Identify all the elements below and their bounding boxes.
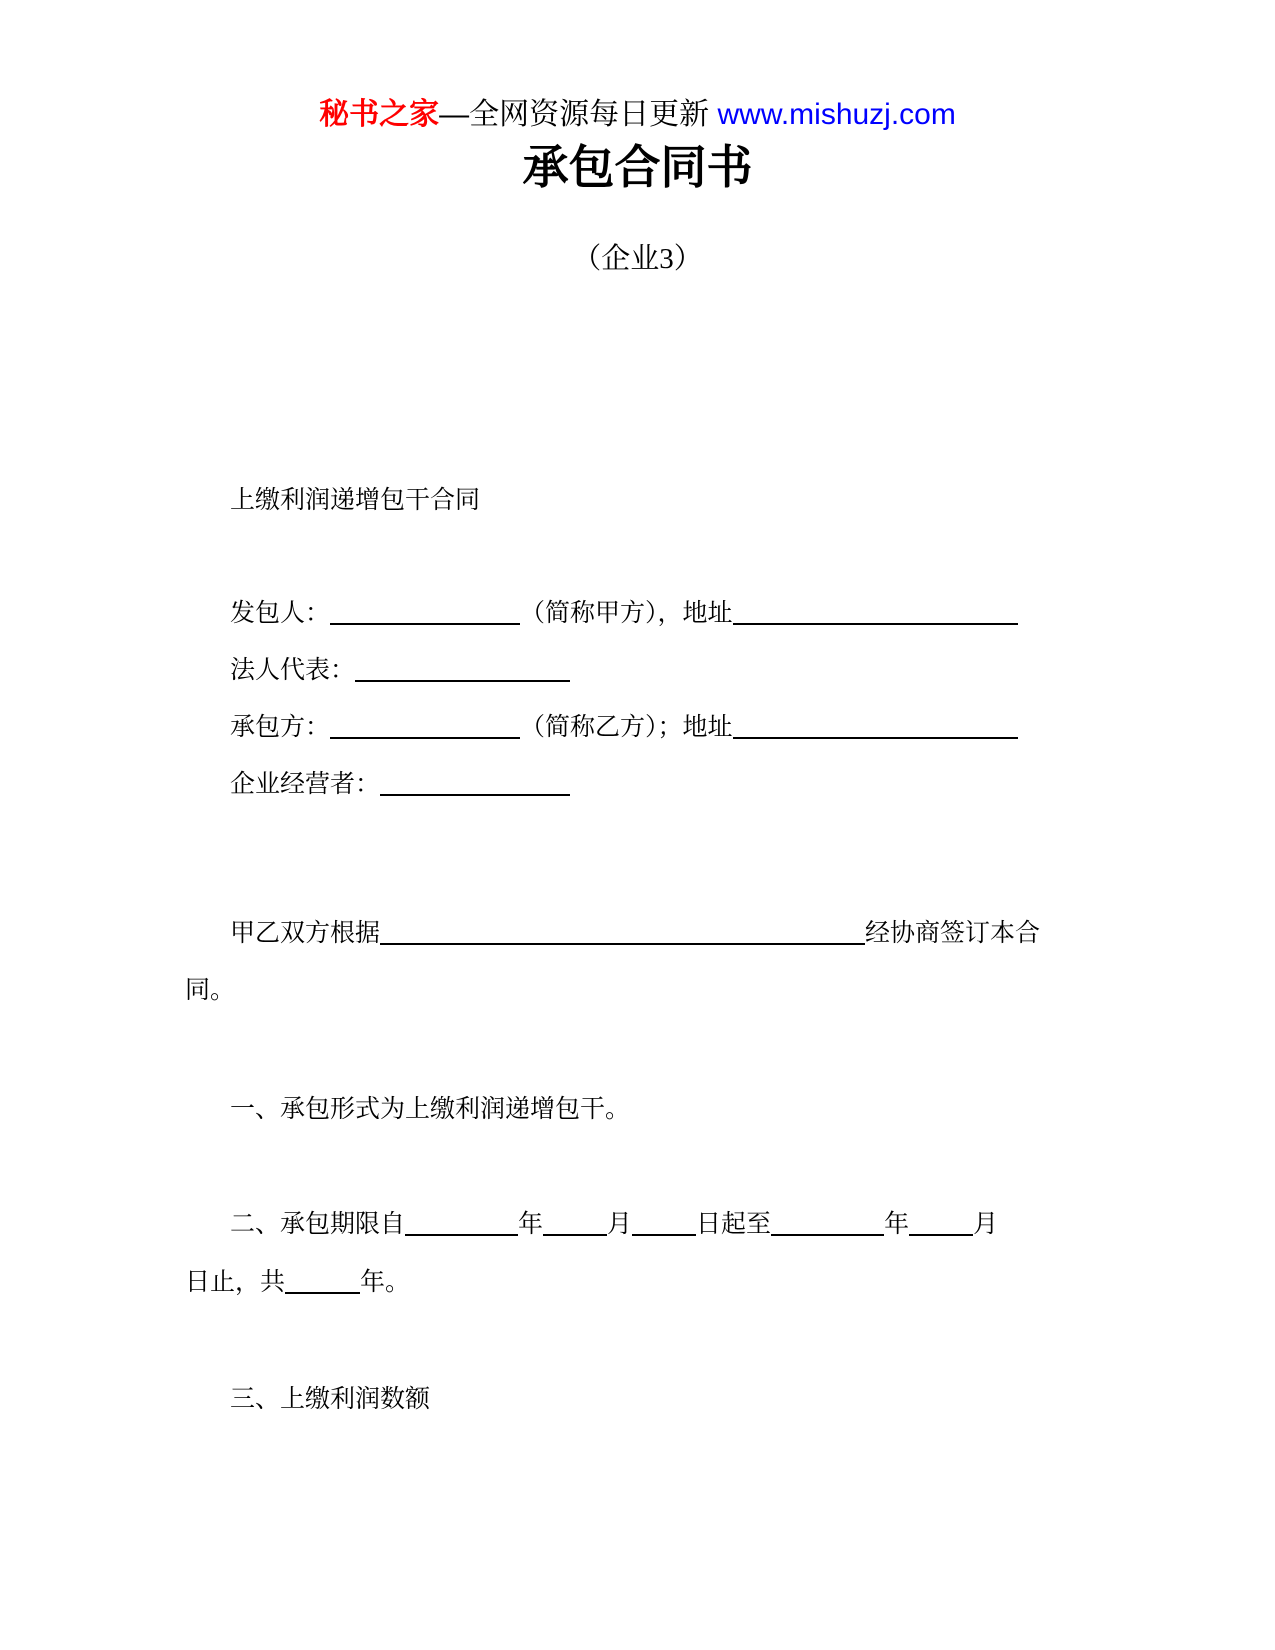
- text-run: 甲乙双方根据: [230, 920, 381, 947]
- text-run: 日止，共: [185, 1269, 286, 1296]
- text-run: 月: [607, 1211, 633, 1238]
- text-run: 法人代表：: [230, 657, 356, 684]
- document-title: 承包合同书: [522, 141, 753, 193]
- blank-field: [909, 1234, 973, 1236]
- line-legal-representative: [230, 654, 570, 687]
- blank-field: [355, 680, 570, 682]
- text-run: 承包方：: [230, 714, 331, 741]
- blank-field: [330, 737, 520, 739]
- line-contract-subject: [230, 484, 480, 517]
- blank-field: [380, 794, 570, 796]
- line-employer: [230, 597, 1018, 630]
- line-enterprise-operator: [230, 768, 570, 801]
- text-run: （简称甲方），地址: [520, 600, 733, 627]
- blank-field: [285, 1292, 360, 1294]
- line-agreement-basis-wrap: [185, 974, 235, 1007]
- text-run: 年。: [360, 1269, 411, 1296]
- text-run: 经协商签订本合: [865, 920, 1041, 947]
- text-run: 二、承包期限自: [230, 1211, 406, 1238]
- blank-field: [733, 737, 1018, 739]
- text-run: 年: [884, 1211, 910, 1238]
- document-subtitle: （企业3）: [572, 243, 703, 275]
- site-banner: [0, 98, 1275, 132]
- text-run: 月: [973, 1211, 999, 1238]
- text-run: 一、承包形式为上缴利润递增包干。: [230, 1096, 631, 1123]
- blank-field: [543, 1234, 607, 1236]
- site-tagline: —全网资源每日更新: [439, 98, 718, 131]
- site-url-link[interactable]: www.mishuzj.com: [717, 98, 956, 131]
- text-run: 上缴利润递增包干合同: [230, 487, 481, 514]
- text-run: 同。: [185, 977, 236, 1004]
- blank-field: [330, 623, 520, 625]
- blank-field: [405, 1234, 518, 1236]
- line-clause-2-wrap: [185, 1266, 410, 1299]
- text-run: （简称乙方）；地址: [520, 714, 733, 741]
- line-clause-1: [230, 1093, 630, 1126]
- text-run: 三、上缴利润数额: [230, 1386, 431, 1413]
- blank-field: [733, 623, 1018, 625]
- site-brand: 秘书之家: [319, 98, 440, 131]
- text-run: 年: [518, 1211, 544, 1238]
- line-clause-3: [230, 1383, 430, 1416]
- text-run: 发包人：: [230, 600, 331, 627]
- blank-field: [632, 1234, 696, 1236]
- text-run: 企业经营者：: [230, 771, 381, 798]
- blank-field: [380, 943, 865, 945]
- text-run: 日起至: [696, 1211, 772, 1238]
- blank-field: [771, 1234, 884, 1236]
- line-agreement-basis: [230, 917, 1040, 950]
- line-clause-2: [230, 1208, 998, 1241]
- line-contractor: [230, 711, 1018, 744]
